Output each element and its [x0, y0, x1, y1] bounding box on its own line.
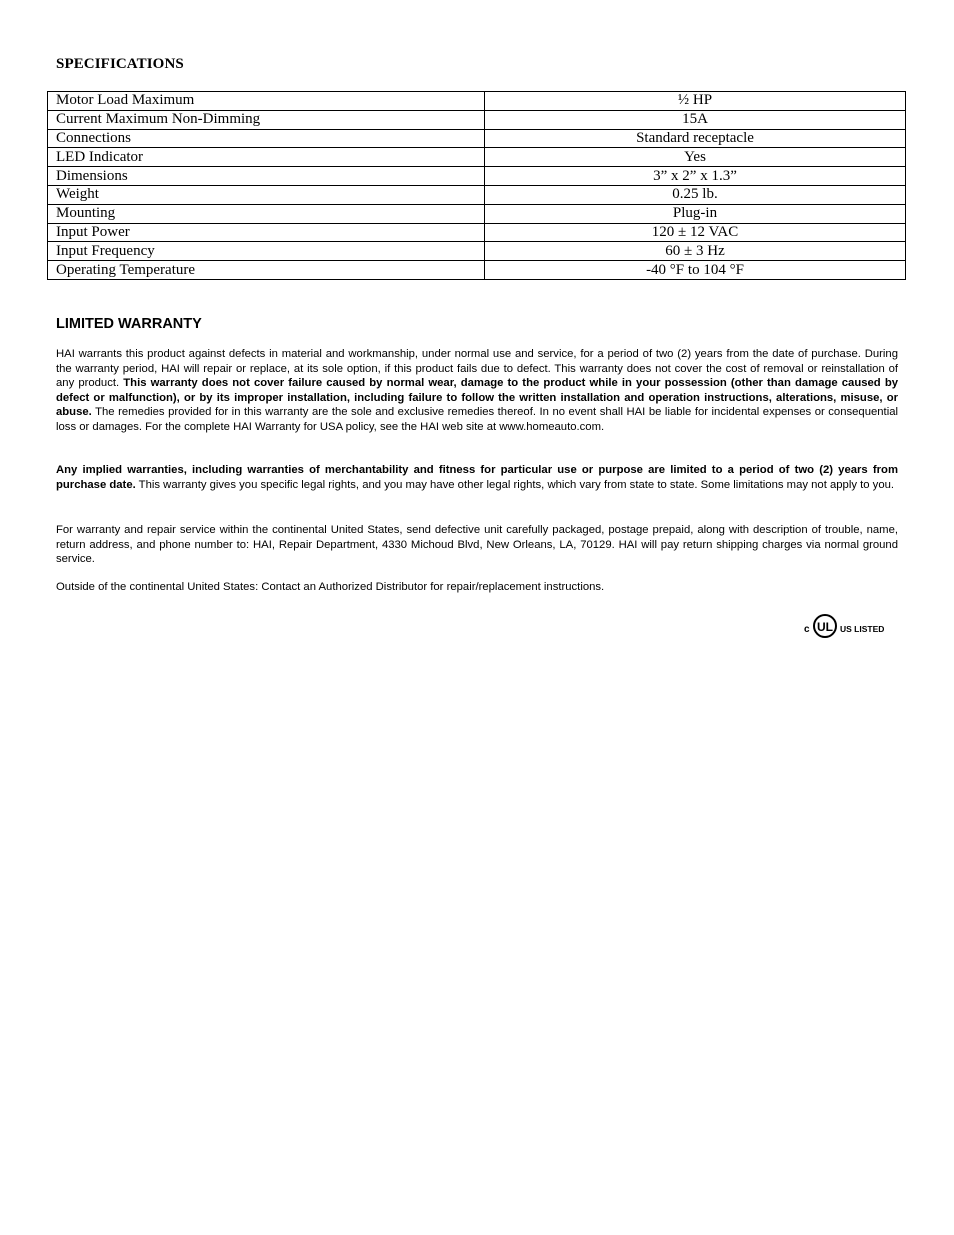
warranty-remedies: The remedies provided for in this warranty are the sole and exclusive remedies thereof. In no event shall HAI be liable for incidental expenses or consequential loss or damages. For the complete HAI Warranty for USA policy, see the HAI web site at www.homeauto.com.: [56, 406, 898, 433]
spec-value: 60 ± 3 Hz: [485, 242, 906, 261]
table-row: [48, 92, 906, 111]
warranty-paragraph-service-intl: Outside of the continental United States: Contact an Authorized Distributor for repair/replacement instructions.: [56, 581, 605, 593]
specifications-table: [47, 91, 906, 280]
ul-listed-mark-icon: [803, 613, 893, 641]
spec-label: Dimensions: [48, 167, 485, 186]
spec-label: Operating Temperature: [48, 261, 485, 280]
spec-value: -40 °F to 104 °F: [485, 261, 906, 280]
table-row: [48, 242, 906, 261]
spec-label: Connections: [48, 129, 485, 148]
spec-value: Standard receptacle: [485, 129, 906, 148]
implied-warranty-limit: Any implied warranties, including warranties of merchantability and fitness for particular use or purpose are limited to a period of two (2) years from purchase date.: [56, 464, 898, 491]
table-row: [48, 110, 906, 129]
table-row: [48, 261, 906, 280]
warranty-exclusions: This warranty does not cover failure caused by normal wear, damage to the product while in your possession (other than damage caused by defect or malfunction), or by its improper installation, including failure to follow the written installation and operation instructions, alterations, misuse, or abuse.: [56, 377, 899, 418]
table-row: [48, 185, 906, 204]
ul-prefix: c: [804, 624, 810, 635]
ul-mark-text: UL: [817, 620, 833, 634]
spec-label: Mounting: [48, 204, 485, 223]
specifications-heading: SPECIFICATIONS: [56, 56, 184, 72]
spec-value: Yes: [485, 148, 906, 167]
spec-value: ½ HP: [485, 92, 906, 111]
spec-value: Plug-in: [485, 204, 906, 223]
warranty-paragraph-terms: [56, 347, 898, 434]
ul-suffix: US LISTED: [840, 624, 885, 634]
table-row: [48, 204, 906, 223]
warranty-paragraph-service-us: For warranty and repair service within the continental United States, send defective unit carefully packaged, postage prepaid, along with description of trouble, name, return address, and phone number to: HAI, Repair Department, 4330 Michoud Blvd, New Orleans, LA, 70129. HAI will pay return shipping charges via normal ground service.: [56, 524, 898, 565]
spec-label: Motor Load Maximum: [48, 92, 485, 111]
spec-label: Current Maximum Non-Dimming: [48, 110, 485, 129]
warranty-paragraph-implied: [56, 463, 898, 492]
table-row: [48, 129, 906, 148]
table-row: [48, 167, 906, 186]
table-row: [48, 223, 906, 242]
warranty-heading: LIMITED WARRANTY: [56, 316, 202, 332]
spec-label: Input Power: [48, 223, 485, 242]
spec-value: 15A: [485, 110, 906, 129]
spec-value: 120 ± 12 VAC: [485, 223, 906, 242]
spec-value: 3” x 2” x 1.3”: [485, 167, 906, 186]
legal-rights-text: This warranty gives you specific legal rights, and you may have other legal rights, which vary from state to state. Some limitations may not apply to you.: [135, 478, 895, 491]
table-row: [48, 148, 906, 167]
spec-label: Input Frequency: [48, 242, 485, 261]
spec-label: LED Indicator: [48, 148, 485, 167]
warranty-terms-intro: HAI warrants this product against defects in material and workmanship, under normal use and service, for a period of two (2) years from the date of purchase. During the warranty period, HAI will repair or replace, at its sole option, if this product fails due to defect. This warranty does not cover the cost of removal or reinstallation of any product.: [56, 348, 898, 389]
spec-label: Weight: [48, 185, 485, 204]
spec-value: 0.25 lb.: [485, 185, 906, 204]
